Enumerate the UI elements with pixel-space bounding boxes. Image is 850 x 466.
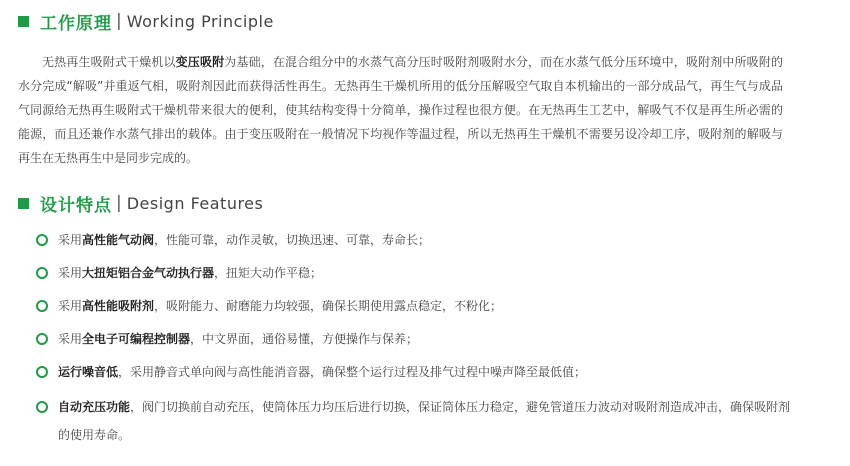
circle-bullet-icon (36, 401, 48, 413)
feature-prefix: 采用 (58, 332, 83, 346)
feature-highlight: 全电子可编程控制器 (82, 332, 191, 346)
feature-highlight: 高性能气动阀 (82, 233, 155, 247)
feature-prefix: 采用 (58, 266, 83, 280)
feature-description: ，采用静音式单向阀与高性能消音器，确保整个运行过程及排气过程中噪声降至最低值； (118, 365, 587, 379)
principle-text-start: 无热再生吸附式干燥机以 (42, 55, 176, 69)
feature-item (36, 228, 796, 252)
principle-text-bold: 变压吸附 (175, 55, 225, 69)
feature-description: ，阀门切换前自动充压，使筒体压力均压后进行切换，保证筒体压力稳定，避免管道压力波动对吸附剂造成冲击，确保吸附剂的使用寿命。 (58, 400, 791, 442)
feature-item (36, 294, 796, 318)
circle-bullet-icon (36, 333, 48, 345)
feature-highlight: 大扭矩铝合金气动执行器 (82, 266, 215, 280)
feature-highlight: 高性能吸附剂 (82, 299, 155, 313)
circle-bullet-icon (36, 267, 48, 279)
feature-item (36, 327, 796, 351)
design-features-title-zh: 设计特点 (40, 195, 112, 216)
feature-description: ，吸附能力、耐磨能力均较强，确保长期使用露点稳定，不粉化； (154, 299, 503, 313)
feature-description: ，扭矩大动作平稳； (214, 266, 323, 280)
feature-item (36, 393, 796, 449)
green-square-bullet-icon (18, 198, 29, 209)
working-principle-title-en: Working Principle (126, 11, 274, 31)
feature-item (36, 360, 796, 384)
feature-prefix: 采用 (58, 233, 83, 247)
feature-highlight: 运行噪音低 (58, 365, 119, 379)
working-principle-title-zh: 工作原理 (40, 13, 112, 34)
feature-highlight: 自动充压功能 (58, 400, 131, 414)
working-principle-paragraph (18, 50, 783, 170)
feature-description: ，性能可靠，动作灵敏，切换迅速、可靠，寿命长； (154, 233, 431, 247)
design-features-heading (18, 191, 263, 215)
working-principle-heading (18, 9, 274, 33)
heading-separator: | (116, 11, 122, 31)
feature-prefix: 采用 (58, 299, 83, 313)
feature-item (36, 261, 796, 285)
circle-bullet-icon (36, 300, 48, 312)
circle-bullet-icon (36, 366, 48, 378)
heading-separator: | (116, 193, 122, 213)
design-features-title-en: Design Features (126, 193, 264, 213)
circle-bullet-icon (36, 234, 48, 246)
green-square-bullet-icon (18, 16, 29, 27)
feature-description: ，中文界面，通俗易懂，方便操作与保养； (190, 332, 419, 346)
principle-text-rest: 为基础，在混合组分中的水蒸气高分压时吸附剂吸附水分，而在水蒸气低分压环境中，吸附剂中所吸附的水分完成“解吸”并重返气相，吸附剂因此而获得活性再生。无热再生干燥机所用的低分压解吸空气取自本机输出的一部分成品气，再生气与成品气同源给无热再生吸附式干燥机带来很大的便利，使其结构变得十分简单，操作过程也很方便。在无热再生工艺中，解吸气不仅是再生所必需的能源，而且还兼作水蒸气排出的载体。由于变压吸附在一般情况下均视作等温过程，所以无热再生干燥机不需要另设冷却工序，吸附剂的解吸与再生在无热再生中是同步完成的。 (18, 55, 783, 165)
design-features-list (36, 228, 796, 458)
